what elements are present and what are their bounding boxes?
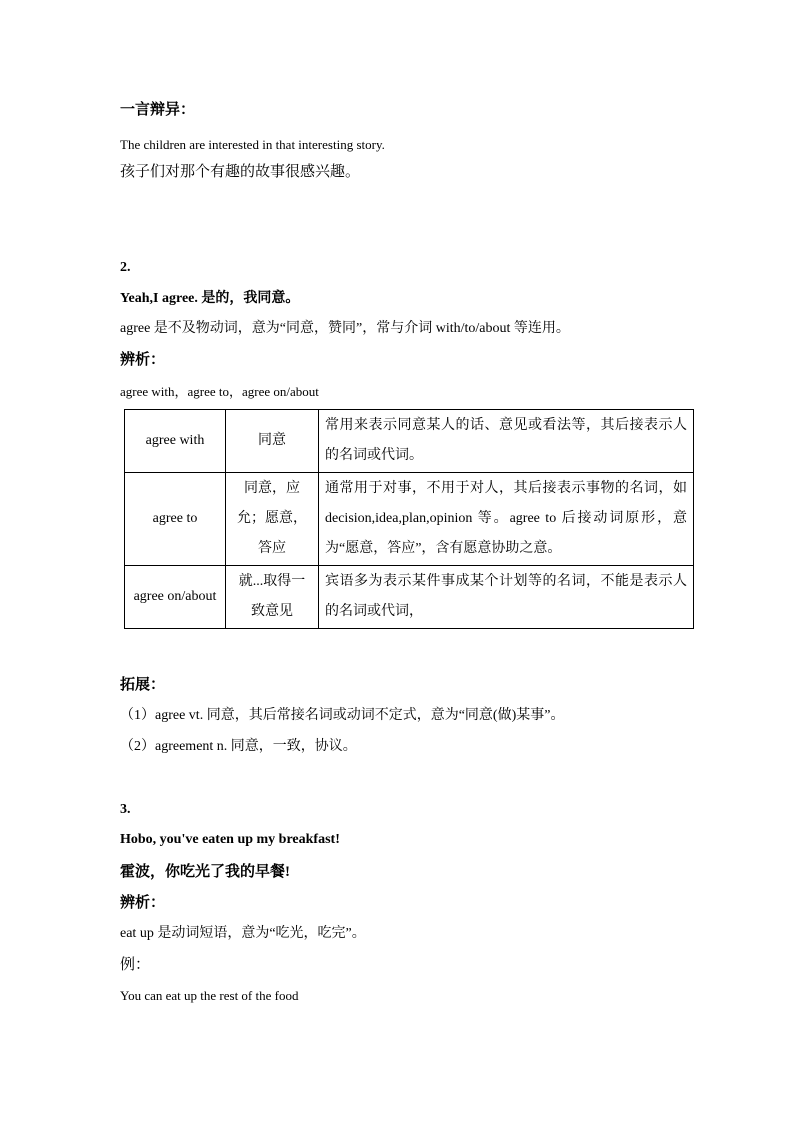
example-chinese: 孩子们对那个有趣的故事很感兴趣。 xyxy=(120,164,361,180)
explanation-2: agree 是不及物动词，意为“同意，赞同”，常与介词 with/to/about 等连用。 xyxy=(120,321,570,336)
table-cell-meaning: 就...取得一致意见 xyxy=(226,566,319,629)
analysis-label-3: 辨析： xyxy=(120,895,166,911)
section-heading-distinguish: 一言辩异： xyxy=(120,102,196,118)
table-cell-usage: 通常用于对事，不用于对人，其后接表示事物的名词，如 decision,idea,plan,opinion 等。agree to 后接动词原形，意为“愿意，答应”，含有愿意协助之意。 xyxy=(319,473,694,566)
extension-item-1: （1）agree vt. 同意，其后常接名词或动词不定式，意为“同意(做)某事”。 xyxy=(120,708,565,723)
table-row xyxy=(125,566,694,629)
table-cell-usage: 常用来表示同意某人的话、意见或看法等，其后接表示人的名词或代词。 xyxy=(319,410,694,473)
key-sentence-3-chinese: 霍波，你吃光了我的早餐! xyxy=(120,864,290,880)
analysis-label-2: 辨析： xyxy=(120,352,166,368)
table-cell-phrase: agree to xyxy=(125,473,226,566)
table-row xyxy=(125,410,694,473)
table-cell-usage: 宾语多为表示某件事成某个计划等的名词，不能是表示人的名词或代词， xyxy=(319,566,694,629)
table-cell-phrase: agree on/about xyxy=(125,566,226,629)
phrase-forms: agree with，agree to，agree on/about xyxy=(120,384,319,399)
extension-label: 拓展： xyxy=(120,677,166,693)
table-cell-meaning: 同意，应允；愿意，答应 xyxy=(226,473,319,566)
table-row xyxy=(125,473,694,566)
example-sentence-3: You can eat up the rest of the food xyxy=(120,988,299,1003)
key-sentence-3-english: Hobo, you've eaten up my breakfast! xyxy=(120,832,340,847)
section-number-3: 3. xyxy=(120,802,131,817)
section-number-2: 2. xyxy=(120,260,131,275)
explanation-3: eat up 是动词短语，意为“吃光，吃完”。 xyxy=(120,926,366,941)
table-cell-meaning: 同意 xyxy=(226,410,319,473)
example-label: 例： xyxy=(120,957,151,973)
example-english: The children are interested in that interesting story. xyxy=(120,137,385,152)
table-cell-phrase: agree with xyxy=(125,410,226,473)
agree-usage-table xyxy=(124,409,694,629)
key-sentence-2: Yeah,I agree. 是的，我同意。 xyxy=(120,291,300,306)
extension-item-2: （2）agreement n. 同意，一致，协议。 xyxy=(120,739,357,754)
